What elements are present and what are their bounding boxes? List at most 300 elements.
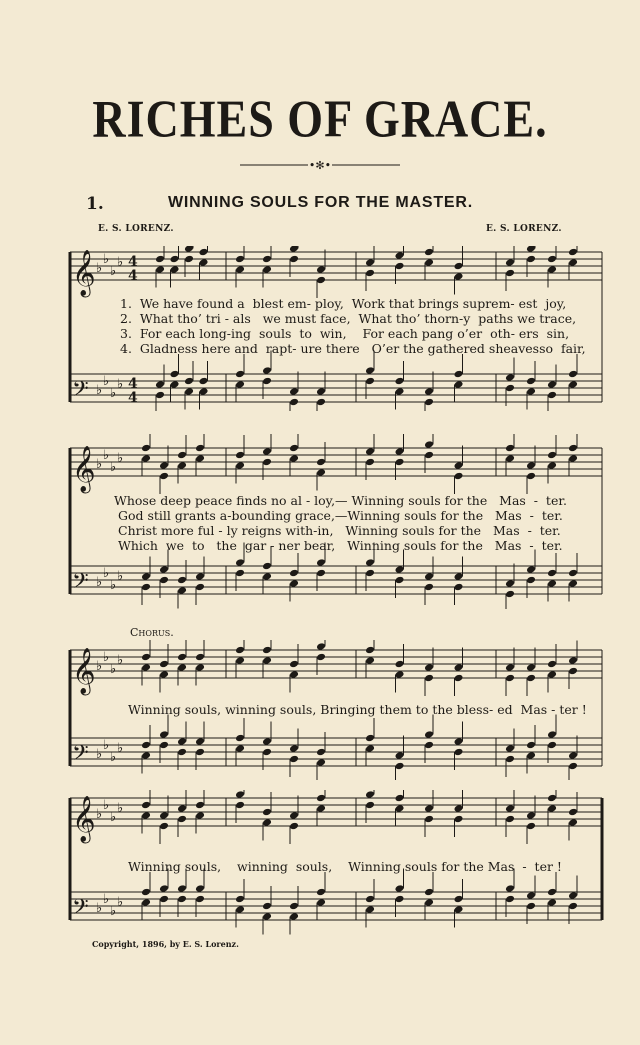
note-head	[424, 663, 434, 672]
note-head	[424, 583, 434, 592]
note-head	[262, 265, 272, 274]
note-head	[568, 569, 578, 578]
note-head	[526, 461, 536, 470]
note-head	[454, 748, 464, 757]
note-head	[365, 790, 375, 799]
note-head	[395, 895, 405, 904]
note-head	[526, 576, 536, 585]
time-signature: 4	[128, 390, 138, 406]
note-head	[141, 454, 151, 463]
note-head	[454, 895, 464, 904]
note-head	[547, 451, 557, 460]
note-head	[365, 895, 375, 904]
note-head	[316, 804, 326, 813]
note-head	[424, 804, 434, 813]
note-head	[424, 440, 434, 449]
note-head	[526, 663, 536, 672]
note-head	[262, 656, 272, 665]
note-head	[505, 744, 515, 753]
bass-clef: 𝄢	[72, 569, 89, 599]
note-head	[547, 804, 557, 813]
note-head	[199, 377, 209, 386]
note-head	[568, 891, 578, 900]
note-head	[395, 576, 405, 585]
note-head	[547, 579, 557, 588]
note-head	[454, 737, 464, 746]
flat-sign: ♭	[96, 901, 103, 916]
note-head	[505, 444, 515, 453]
hymn-title: WINNING SOULS FOR THE MASTER.	[168, 194, 473, 211]
note-head	[235, 370, 245, 379]
note-head	[568, 667, 578, 676]
note-head	[195, 884, 205, 893]
note-head	[159, 670, 169, 679]
note-head	[395, 804, 405, 813]
note-head	[526, 377, 536, 386]
treble-clef: 𝄞	[72, 446, 96, 492]
flat-sign: ♭	[117, 653, 124, 668]
note-head	[526, 891, 536, 900]
note-head	[177, 653, 187, 662]
note-head	[235, 734, 245, 743]
music-system-2	[66, 434, 606, 609]
note-head	[177, 586, 187, 595]
note-head	[454, 461, 464, 470]
note-head	[159, 895, 169, 904]
note-head	[505, 373, 515, 382]
note-head	[505, 258, 515, 267]
note-head	[262, 562, 272, 571]
verse-line: God still grants a-bounding grace,—Winning souls for the Mas - ter.	[118, 508, 563, 523]
flat-sign: ♭	[96, 261, 103, 276]
note-head	[235, 380, 245, 389]
note-head	[141, 811, 151, 820]
note-head	[547, 898, 557, 907]
note-head	[365, 656, 375, 665]
note-head	[289, 755, 299, 764]
note-head	[316, 794, 326, 803]
note-head	[262, 366, 272, 375]
note-head	[262, 902, 272, 911]
note-head	[424, 248, 434, 257]
treble-clef: 𝄞	[72, 796, 96, 842]
note-head	[316, 276, 326, 285]
flat-sign: ♭	[117, 451, 124, 466]
note-head	[568, 248, 578, 257]
note-head	[568, 902, 578, 911]
flat-sign: ♭	[103, 798, 110, 813]
note-head	[365, 646, 375, 655]
flat-sign: ♭	[110, 810, 117, 825]
note-head	[568, 656, 578, 665]
note-head	[235, 744, 245, 753]
note-head	[289, 822, 299, 831]
note-head	[316, 398, 326, 407]
note-head	[155, 255, 165, 264]
note-head	[547, 255, 557, 264]
note-head	[568, 762, 578, 771]
note-head	[454, 370, 464, 379]
note-head	[159, 576, 169, 585]
note-head	[170, 255, 180, 264]
note-head	[316, 888, 326, 897]
note-head	[365, 377, 375, 386]
music-system-chorus	[66, 640, 606, 780]
note-head	[170, 380, 180, 389]
note-head	[547, 391, 557, 400]
note-head	[177, 804, 187, 813]
note-head	[395, 884, 405, 893]
note-head	[316, 653, 326, 662]
note-head	[424, 898, 434, 907]
note-head	[235, 646, 245, 655]
note-head	[505, 804, 515, 813]
note-head	[395, 670, 405, 679]
note-head	[195, 572, 205, 581]
note-head	[505, 454, 515, 463]
flat-sign: ♭	[117, 377, 124, 392]
note-head	[141, 572, 151, 581]
flat-sign: ♭	[110, 264, 117, 279]
note-head	[424, 572, 434, 581]
flat-sign: ♭	[110, 386, 117, 401]
note-head	[316, 265, 326, 274]
note-head	[547, 569, 557, 578]
flat-sign: ♭	[117, 569, 124, 584]
note-head	[454, 472, 464, 481]
note-head	[454, 804, 464, 813]
note-head	[547, 888, 557, 897]
note-head	[262, 808, 272, 817]
flat-sign: ♭	[117, 255, 124, 270]
note-head	[159, 741, 169, 750]
note-head	[141, 444, 151, 453]
note-head	[262, 572, 272, 581]
note-head	[547, 660, 557, 669]
note-head	[141, 741, 151, 750]
note-head	[159, 884, 169, 893]
note-head	[547, 265, 557, 274]
flat-sign: ♭	[117, 801, 124, 816]
flat-sign: ♭	[117, 895, 124, 910]
note-head	[195, 811, 205, 820]
note-head	[184, 387, 194, 396]
note-head	[159, 822, 169, 831]
note-head	[424, 451, 434, 460]
note-head	[568, 370, 578, 379]
note-head	[289, 454, 299, 463]
note-head	[159, 811, 169, 820]
note-head	[505, 884, 515, 893]
note-head	[316, 558, 326, 567]
note-head	[262, 748, 272, 757]
flat-sign: ♭	[96, 457, 103, 472]
flat-sign: ♭	[103, 566, 110, 581]
note-head	[235, 656, 245, 665]
note-head	[177, 748, 187, 757]
note-head	[235, 451, 245, 460]
note-head	[177, 663, 187, 672]
note-head	[195, 801, 205, 810]
flat-sign: ♭	[110, 578, 117, 593]
verse-line: Whose deep peace finds no al - loy,— Winning souls for the Mas - ter.	[114, 493, 567, 508]
note-head	[289, 398, 299, 407]
note-head	[395, 251, 405, 260]
bass-clef: 𝄢	[72, 377, 89, 407]
flat-sign: ♭	[103, 448, 110, 463]
note-head	[365, 366, 375, 375]
note-head	[454, 663, 464, 672]
note-head	[289, 660, 299, 669]
note-head	[568, 579, 578, 588]
note-head	[547, 741, 557, 750]
note-head	[526, 902, 536, 911]
note-head	[395, 447, 405, 456]
note-head	[454, 272, 464, 281]
note-head	[235, 790, 245, 799]
time-signature: 4	[128, 376, 138, 392]
flat-sign: ♭	[96, 575, 103, 590]
treble-clef: 𝄞	[72, 648, 96, 694]
note-head	[141, 801, 151, 810]
note-head	[316, 642, 326, 651]
music-credit: E. S. LORENZ.	[486, 224, 562, 234]
note-head	[316, 748, 326, 757]
note-head	[195, 454, 205, 463]
words-credit: E. S. LORENZ.	[98, 224, 174, 234]
flat-sign: ♭	[110, 904, 117, 919]
note-head	[547, 794, 557, 803]
note-head	[454, 815, 464, 824]
note-head	[395, 262, 405, 271]
note-head	[159, 565, 169, 574]
note-head	[424, 741, 434, 750]
note-head	[526, 255, 536, 264]
note-head	[454, 674, 464, 683]
note-head	[395, 387, 405, 396]
verse-line: 2. What tho’ tri - als we must face, What tho’ thorn-y paths we trace,	[120, 311, 577, 326]
note-head	[365, 905, 375, 914]
note-head	[316, 898, 326, 907]
note-head	[395, 458, 405, 467]
note-head	[424, 387, 434, 396]
flat-sign: ♭	[103, 650, 110, 665]
note-head	[235, 255, 245, 264]
note-head	[159, 660, 169, 669]
ornament-divider	[240, 158, 400, 172]
note-head	[505, 674, 515, 683]
note-head	[235, 801, 245, 810]
verse-line: 1. We have found a blest em- ploy, Work that brings suprem- est joy,	[120, 296, 567, 311]
note-head	[170, 265, 180, 274]
note-head	[395, 377, 405, 386]
note-head	[365, 258, 375, 267]
note-head	[568, 380, 578, 389]
note-head	[365, 734, 375, 743]
note-head	[365, 269, 375, 278]
note-head	[155, 380, 165, 389]
note-head	[177, 576, 187, 585]
note-head	[365, 458, 375, 467]
note-head	[526, 674, 536, 683]
note-head	[177, 884, 187, 893]
note-head	[141, 888, 151, 897]
note-head	[505, 590, 515, 599]
note-head	[424, 888, 434, 897]
note-head	[177, 461, 187, 470]
note-head	[289, 912, 299, 921]
note-head	[235, 558, 245, 567]
note-head	[526, 387, 536, 396]
note-head	[505, 269, 515, 278]
flat-sign: ♭	[103, 738, 110, 753]
note-head	[141, 663, 151, 672]
note-head	[195, 748, 205, 757]
note-head	[289, 902, 299, 911]
note-head	[424, 258, 434, 267]
note-head	[141, 751, 151, 760]
note-head	[235, 461, 245, 470]
note-head	[395, 751, 405, 760]
note-head	[262, 818, 272, 827]
note-head	[454, 583, 464, 592]
note-head	[424, 815, 434, 824]
note-head	[424, 674, 434, 683]
music-system-4	[66, 790, 606, 940]
note-head	[424, 730, 434, 739]
flat-sign: ♭	[110, 460, 117, 475]
flat-sign: ♭	[110, 662, 117, 677]
note-head	[547, 461, 557, 470]
note-head	[365, 569, 375, 578]
note-head	[289, 444, 299, 453]
note-head	[505, 895, 515, 904]
chorus-label: Chorus.	[130, 626, 174, 639]
note-head	[184, 255, 194, 264]
note-head	[526, 811, 536, 820]
note-head	[568, 258, 578, 267]
note-head	[568, 751, 578, 760]
note-head	[365, 558, 375, 567]
note-head	[454, 572, 464, 581]
note-head	[505, 663, 515, 672]
note-head	[289, 811, 299, 820]
note-head	[568, 444, 578, 453]
time-signature: 4	[128, 254, 138, 270]
note-head	[454, 380, 464, 389]
note-head	[195, 663, 205, 672]
treble-clef: 𝄞	[72, 250, 96, 296]
note-head	[568, 808, 578, 817]
flat-sign: ♭	[103, 252, 110, 267]
note-head	[184, 377, 194, 386]
note-head	[526, 565, 536, 574]
note-head	[289, 387, 299, 396]
note-head	[159, 461, 169, 470]
note-head	[289, 255, 299, 264]
note-head	[235, 895, 245, 904]
note-head	[526, 472, 536, 481]
note-head	[526, 751, 536, 760]
note-head	[505, 755, 515, 764]
note-head	[424, 398, 434, 407]
note-head	[395, 565, 405, 574]
bass-clef: 𝄢	[72, 741, 89, 771]
note-head	[289, 569, 299, 578]
note-head	[289, 670, 299, 679]
note-head	[316, 458, 326, 467]
note-head	[262, 912, 272, 921]
note-head	[289, 579, 299, 588]
note-head	[395, 794, 405, 803]
note-head	[195, 653, 205, 662]
verse-line: 4. Gladness here and rapt- ure there O’er the gathered sheavesso fair,	[120, 341, 586, 356]
note-head	[454, 905, 464, 914]
note-head	[568, 818, 578, 827]
flat-sign: ♭	[103, 374, 110, 389]
note-head	[526, 741, 536, 750]
note-head	[262, 447, 272, 456]
note-head	[141, 653, 151, 662]
note-head	[547, 730, 557, 739]
flat-sign: ♭	[110, 750, 117, 765]
note-head	[195, 737, 205, 746]
note-head	[177, 895, 187, 904]
note-head	[155, 265, 165, 274]
note-head	[177, 451, 187, 460]
note-head	[199, 258, 209, 267]
note-head	[262, 255, 272, 264]
note-head	[155, 391, 165, 400]
note-head	[316, 387, 326, 396]
note-head	[365, 447, 375, 456]
note-head	[454, 262, 464, 271]
note-head	[505, 384, 515, 393]
verse-line: Which we to the gar - ner bear, Winning souls for the Mas - ter.	[118, 538, 563, 553]
note-head	[235, 569, 245, 578]
book-title: RICHES OF GRACE.	[92, 89, 548, 148]
note-head	[316, 569, 326, 578]
flat-sign: ♭	[117, 741, 124, 756]
flat-sign: ♭	[103, 892, 110, 907]
flat-sign: ♭	[96, 383, 103, 398]
hymn-number: 1.	[86, 194, 104, 214]
note-head	[547, 670, 557, 679]
note-head	[547, 380, 557, 389]
note-head	[177, 737, 187, 746]
note-head	[195, 895, 205, 904]
copyright-notice: Copyright, 1896, by E. S. Lorenz.	[92, 939, 239, 949]
note-head	[395, 660, 405, 669]
note-head	[262, 646, 272, 655]
note-head	[177, 815, 187, 824]
note-head	[195, 444, 205, 453]
time-signature: 4	[128, 268, 138, 284]
flat-sign: ♭	[96, 747, 103, 762]
note-head	[199, 387, 209, 396]
music-system-1	[66, 246, 606, 411]
note-head	[526, 822, 536, 831]
note-head	[316, 758, 326, 767]
verse-line: Christ more ful - ly reigns with-in, Winning souls for the Mas - ter.	[118, 523, 561, 538]
note-head	[365, 801, 375, 810]
flat-sign: ♭	[96, 659, 103, 674]
note-head	[170, 370, 180, 379]
note-head	[235, 265, 245, 274]
note-head	[365, 744, 375, 753]
note-head	[141, 898, 151, 907]
bass-clef: 𝄢	[72, 895, 89, 925]
